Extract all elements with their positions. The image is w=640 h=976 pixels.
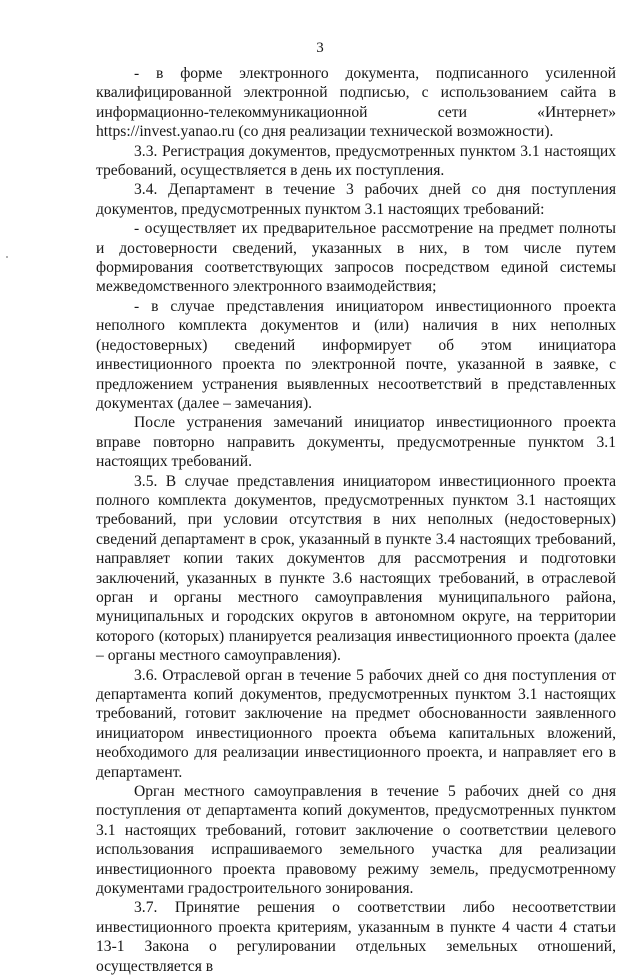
paragraph: - осуществляет их предварительное рассмотрение на предмет полноты и достоверности сведений, указанных в них, в том числе путем формирования соответствующих запросов посредством единой системы межведомственного электронного взаимодействия; (96, 220, 616, 296)
paragraph: 3.5. В случае представления инициатором инвестиционного проекта полного комплекта документов, предусмотренных пунктом 3.1 настоящих требований, при условии отсутствия в них неполных (недостоверных) сведений департамент в срок, указанный в пункте 3.4 настоящих требований, направляет копии таких документов для рассмотрения и подготовки заключений, указанных в пункте 3.6 настоящих требований, в отраслевой орган и органы местного самоуправления муниципального района, муниципальных и городских округов в автономном округе, на территории которого (которых) планируется реализация инвестиционного проекта (далее – органы местного самоуправления). (96, 472, 616, 665)
paragraph: 3.3. Регистрация документов, предусмотренных пунктом 3.1 настоящих требований, осуществляется в день их поступления. (96, 142, 616, 180)
paragraph: 3.6. Отраслевой орган в течение 5 рабочих дней со дня поступления от департамента копий документов, предусмотренных пунктом 3.1 настоящих требований, готовит заключение на предмет обоснованности заявленного инициатором инвестиционного проекта объема капитальных вложений, необходимого для реализации инвестиционного проекта, и направляет его в департамент. (96, 666, 616, 781)
page-number: 3 (316, 40, 324, 56)
paragraph: 3.4. Департамент в течение 3 рабочих дней со дня поступления документов, предусмотренных пунктом 3.1 настоящих требований: (96, 181, 616, 218)
paragraph: После устранения замечаний инициатор инвестиционного проекта вправе повторно направить документы, предусмотренные пунктом 3.1 настоящих требований. (96, 414, 616, 471)
paragraph: - в случае представления инициатором инвестиционного проекта неполного комплекта документов и (или) наличия в них неполных (недостоверных) сведений информирует об этом инициатора инвестиционного проекта по электронной почте, указанной в заявке, с предложением устранения выявленных несоответствий в представленных документах (далее – замечания). (96, 297, 616, 412)
paragraph: 3.7. Принятие решения о соответствии либо несоответствии инвестиционного проекта критериям, указанным в пункте 4 части 4 статьи 13-1 Закона о регулировании отдельных земельных отношений, осуществляется в (96, 899, 616, 975)
paragraph: - в форме электронного документа, подписанного усиленной квалифицированной электронной подписью, с использованием сайта в информационно-телекоммуникационной сети «Интернет» https://invest.yanao.ru (со дня реализации технической возможности). (96, 65, 616, 141)
scan-speck (6, 256, 8, 258)
paragraph: Орган местного самоуправления в течение 5 рабочих дней со дня поступления от департамента копий документов, предусмотренных пунктом 3.1 настоящих требований, готовит заключение о соответствии целевого использования испрашиваемого земельного участка для реализации инвестиционного проекта правовому режиму земель, предусмотренному документами градостроительного зонирования. (96, 783, 616, 898)
document-body (96, 64, 616, 976)
